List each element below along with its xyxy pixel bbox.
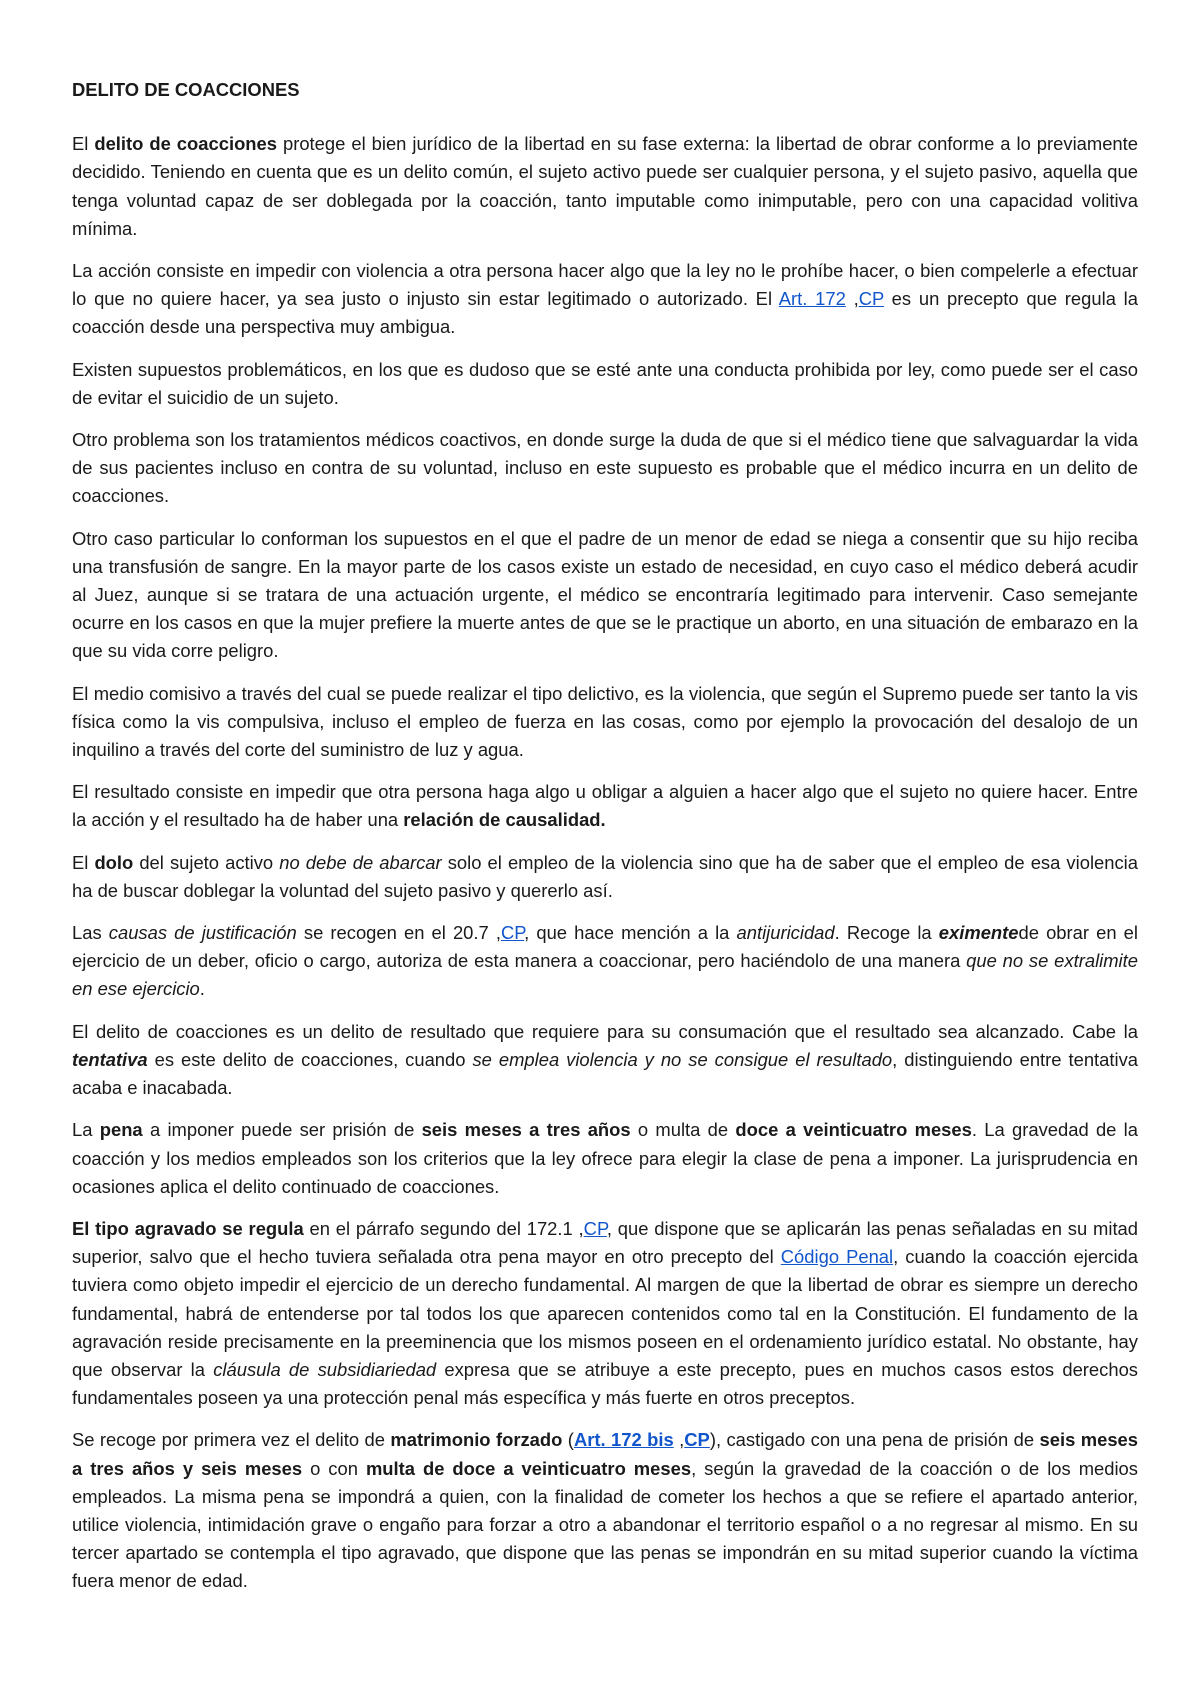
bold-term: El tipo agravado se regula (72, 1217, 304, 1239)
text-run: ), castigado con una pena de prisión de (709, 1429, 1040, 1451)
bold-link-wrapper (574, 1429, 674, 1450)
codigo-penal-link[interactable]: Código Penal (780, 1246, 894, 1268)
bold-term: doce a veinticuatro meses (735, 1119, 972, 1141)
text-run: , según la gravedad de la coacción o de los medios empleados. La misma pena se impondrá a quien, con la finalidad de cometer los hechos a que se refiere el apartado anterior, utilice violencia, intimidación grave o engaño para forzar a otro a abandonar el territorio español o a no regresar al mismo. En su tercer apartado se contempla el tipo agravado, que dispone que las penas se impondrán en su mitad superior cuando la víctima fuera menor de edad. (72, 1457, 1138, 1592)
text-run: El medio comisivo a través del cual se puede realizar el tipo delictivo, es la violencia, que según el Supremo puede ser tanto la vis física como la vis compulsiva, incluso el empleo de fuerza en las cosas, como por ejemplo la provocación del desalojo de un inquilino a través del corte del suministro de luz y agua. (72, 682, 1138, 761)
text-run: Existen supuestos problemáticos, en los que es dudoso que se esté ante una conducta prohibida por ley, como puede ser el caso de evitar el suicidio de un sujeto. (72, 358, 1138, 408)
bold-italic-text: tentativa (72, 1048, 148, 1070)
paragraph-10 (72, 1018, 1138, 1103)
bold-term: pena (99, 1119, 143, 1141)
bold-italic-term (939, 922, 1019, 943)
cp-link[interactable]: CP (684, 1429, 710, 1451)
text-run: El (72, 133, 95, 155)
text-run: protege el bien jurídico de la libertad en su fase externa: la libertad de obrar conforme a lo previamente decidido. Teniendo en cuenta que es un delito común, el sujeto activo puede ser cualquier persona, y el sujeto pasivo, aquella que tenga voluntad capaz de ser doblegada por la coacción, tanto imputable como inimputable, pero con una capacidad volitiva mínima. (72, 133, 1138, 239)
paragraph-12 (72, 1215, 1138, 1412)
paragraph-2 (72, 257, 1138, 342)
bold-link-wrapper (684, 1429, 710, 1450)
text-run: , que dispone que se aplicarán las penas señaladas en su mitad superior, salvo que el hecho tuviera señalada otra pena mayor en otro precepto del (72, 1217, 1139, 1268)
text-run: . (199, 978, 205, 1000)
cp-link[interactable]: CP (500, 922, 525, 944)
text-run: . Recoge la (834, 922, 939, 944)
bold-term: seis meses a tres años y seis meses (72, 1429, 1139, 1479)
bold-term: delito de coacciones (94, 133, 277, 155)
bold-italic-text: eximente (938, 922, 1019, 944)
paragraph-7 (72, 778, 1138, 834)
text-run: Otro caso particular lo conforman los supuestos en el que el padre de un menor de edad se niega a consentir que su hijo reciba una transfusión de sangre. En la mayor parte de los casos existe un estado de necesidad, en cuyo caso el médico deberá acudir al Juez, aunque si se tratara de una actuación urgente, el médico se encontraría legitimado para intervenir. Caso semejante ocurre en los casos en que la mujer prefiere la muerte antes de que se le practique un aborto, en una situación de embarazo en la que su vida corre peligro. (72, 527, 1138, 662)
bold-term: relación de causalidad. (403, 809, 606, 831)
text-run: Las (72, 922, 109, 944)
cp-link[interactable]: CP (583, 1217, 607, 1239)
italic-term: que no se extralimite en ese ejercicio (72, 950, 1138, 1000)
italic-term: no debe de abarcar (279, 851, 442, 873)
paragraph-9 (72, 919, 1138, 1004)
text-run: a imponer puede ser prisión de (142, 1119, 422, 1141)
italic-term: causas de justificación (108, 922, 297, 944)
bold-term: seis meses a tres años (421, 1119, 631, 1141)
text-run: El delito de coacciones es un delito de resultado que requiere para su consumación que el resultado sea alcanzado. Cabe la (72, 1020, 1138, 1042)
text-run: o con (302, 1457, 366, 1479)
text-run: o multa de (630, 1119, 736, 1141)
paragraph-1 (72, 130, 1138, 243)
text-run: , cuando la coacción ejercida tuviera como objeto impedir el ejercicio de un derecho fundamental. Al margen de que la libertad de obrar es siempre un derecho fundamental, habrá de entenderse por tal todos los que aparecen contenidos como tal en la Constitución. El fundamento de la agravación reside precisamente en la preeminencia que los mismos poseen en el ordenamiento jurídico estatal. No obstante, hay que observar la (72, 1246, 1138, 1380)
article-172-link[interactable]: Art. 172 (778, 288, 846, 310)
text-run: . La gravedad de la coacción y los medios empleados son los criterios que la ley ofrece para elegir la clase de pena a imponer. La jurisprudencia en ocasiones aplica el delito continuado de coacciones. (72, 1119, 1138, 1197)
bold-term: matrimonio forzado (390, 1429, 563, 1451)
text-run: , que hace mención a la (524, 922, 737, 944)
text-run: Se recoge por primera vez el delito de (72, 1429, 391, 1451)
bold-term: dolo (94, 851, 134, 873)
paragraph-5 (72, 525, 1138, 666)
paragraph-13 (72, 1426, 1138, 1595)
text-run: del sujeto activo (133, 851, 280, 873)
text-run: La (72, 1119, 100, 1141)
cp-link[interactable]: CP (858, 288, 884, 310)
text-run: ( (562, 1429, 574, 1451)
bold-term: multa de doce a veinticuatro meses (365, 1457, 692, 1479)
text-run: en el párrafo segundo del 172.1 , (303, 1217, 584, 1239)
text-run: solo el empleo de la violencia sino que ha de saber que el empleo de esa violencia ha de buscar doblegar la voluntad del sujeto pasivo y quererlo así. (72, 851, 1138, 901)
text-run: , (673, 1429, 685, 1451)
text-run: El (72, 851, 95, 873)
italic-term: se emplea violencia y no se consigue el resultado (472, 1048, 893, 1070)
text-run: El resultado consiste en impedir que otra persona haga algo u obligar a alguien a hacer algo que el sujeto no quiere hacer. Entre la acción y el resultado ha de haber una (72, 781, 1138, 831)
text-run: , (845, 288, 859, 310)
paragraph-3 (72, 356, 1138, 412)
article-172-bis-link[interactable]: Art. 172 bis (573, 1429, 674, 1451)
paragraph-8 (72, 849, 1138, 905)
paragraph-11 (72, 1116, 1138, 1201)
text-run: expresa que se atribuye a este precepto, pues en muchos casos estos derechos fundamentales poseen ya una protección penal más específica y más fuerte en otros preceptos. (72, 1358, 1138, 1409)
text-run: se recogen en el 20.7 , (296, 922, 501, 944)
text-run: Otro problema son los tratamientos médicos coactivos, en donde surge la duda de que si el médico tiene que salvaguardar la vida de sus pacientes incluso en contra de su voluntad, incluso en este supuesto es probable que el médico incurra en un delito de coacciones. (72, 429, 1138, 507)
paragraph-4 (72, 426, 1138, 511)
text-run: La acción consiste en impedir con violencia a otra persona hacer algo que la ley no le prohíbe hacer, o bien compelerle a efectuar lo que no quiere hacer, ya sea justo o injusto sin estar legitimado o autorizado. El (72, 260, 1138, 310)
text-run: es este delito de coacciones, cuando (147, 1048, 473, 1070)
paragraph-6 (72, 680, 1138, 765)
text-run: , distinguiendo entre tentativa acaba e inacabada. (72, 1048, 1139, 1099)
document-title: DELITO DE COACCIONES (72, 79, 300, 100)
text-run: de obrar en el ejercicio de un deber, oficio o cargo, autoriza de esta manera a coaccionar, pero haciéndolo de una manera (72, 922, 1138, 972)
text-run: es un precepto que regula la coacción desde una perspectiva muy ambigua. (72, 288, 1138, 338)
italic-term: cláusula de subsidiariedad (213, 1358, 437, 1380)
bold-italic-term (72, 1049, 148, 1070)
italic-term: antijuricidad (736, 922, 835, 944)
